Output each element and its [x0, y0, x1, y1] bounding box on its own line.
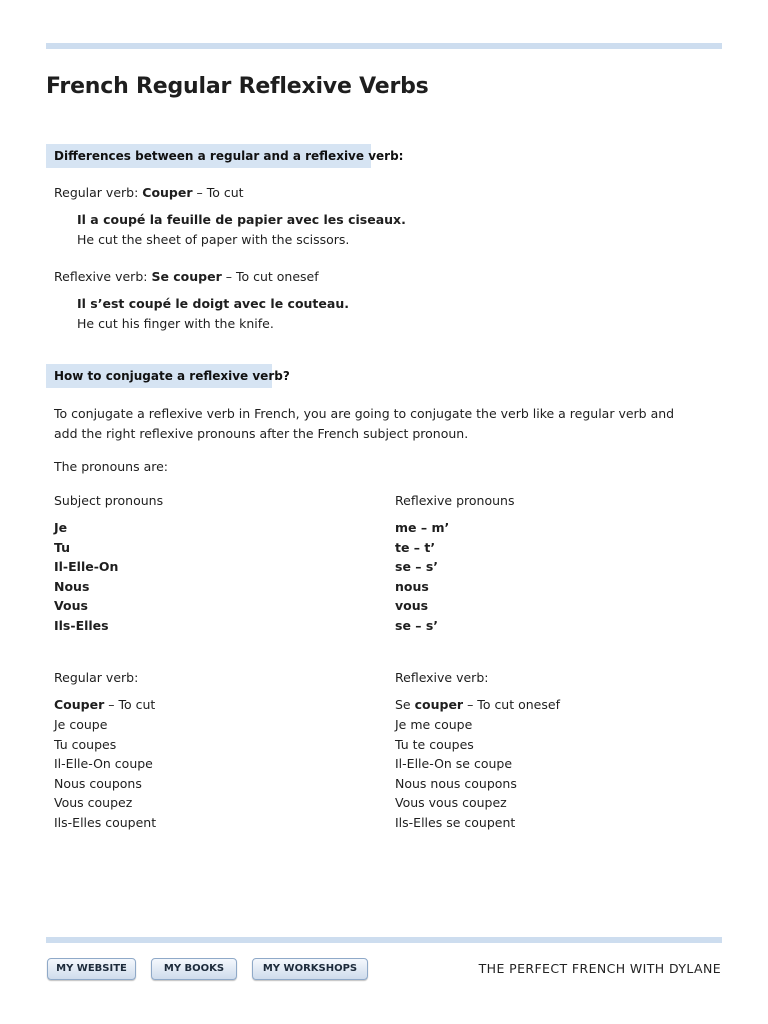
reflexive-conjugation-list	[395, 715, 517, 832]
reflexive-verb-line	[54, 268, 319, 286]
reflexive-example-french: Il s’est coupé le doigt avec le couteau.	[77, 296, 349, 311]
bottom-divider	[46, 937, 722, 943]
regular-verb-prefix: Regular verb:	[54, 185, 143, 200]
regular-conjugation-row: Il-Elle-On coupe	[54, 756, 153, 771]
subject-pronoun: Je	[54, 520, 68, 535]
regular-verb-header: Regular verb:	[54, 670, 139, 685]
reflexive-conjugation-row: Ils-Elles se coupent	[395, 814, 516, 830]
reflexive-pronoun: se – s’	[395, 617, 439, 633]
reflexive-example-english: He cut his finger with the knife.	[77, 316, 274, 331]
reflexive-infinitive	[395, 696, 560, 714]
section-heading-how-to-conjugate: How to conjugate a reflexive verb?	[46, 364, 272, 388]
reflexive-infinitive-pronoun: Se	[395, 697, 415, 712]
reflexive-pronoun: se – s’	[395, 559, 439, 574]
subject-pronoun: Nous	[54, 578, 90, 594]
reflexive-infinitive-meaning: – To cut onesef	[463, 697, 560, 712]
reflexive-pronoun: me – m’	[395, 520, 450, 535]
pronouns-intro: The pronouns are:	[54, 459, 168, 474]
reflexive-pronoun: vous	[395, 598, 429, 613]
reflexive-verb-header: Reflexive verb:	[395, 670, 489, 685]
intro-paragraph: To conjugate a reflexive verb in French, you are going to conjugate the verb like a regular verb and add the right reflexive pronouns after the French subject pronoun.	[54, 406, 675, 441]
regular-verb-name: Couper	[142, 185, 193, 200]
regular-infinitive-meaning: – To cut	[104, 697, 156, 712]
reflexive-verb-meaning: – To cut onesef	[221, 269, 319, 284]
reflexive-pronoun: nous	[395, 578, 429, 594]
reflexive-infinitive-verb: couper	[414, 697, 464, 712]
regular-conjugation-row: Ils-Elles coupent	[54, 814, 157, 830]
subject-pronoun: Ils-Elles	[54, 617, 109, 633]
regular-conjugation-row: Nous coupons	[54, 775, 142, 791]
regular-conjugation-row: Vous coupez	[54, 795, 133, 810]
regular-infinitive-verb: Couper	[54, 697, 105, 712]
reflexive-pronoun: te – t’	[395, 539, 436, 555]
reflexive-pronouns-header: Reflexive pronouns	[395, 493, 515, 508]
reflexive-conjugation-row: Il-Elle-On se coupe	[395, 756, 513, 771]
regular-example-french: Il a coupé la feuille de papier avec les ciseaux.	[77, 212, 406, 227]
regular-verb-meaning: – To cut	[192, 185, 244, 200]
top-divider	[46, 43, 722, 49]
reflexive-conjugation-row: Vous vous coupez	[395, 795, 507, 810]
subject-pronouns-header: Subject pronouns	[54, 493, 164, 508]
reflexive-conjugation-row: Tu te coupes	[395, 736, 474, 752]
subject-pronoun-list	[54, 518, 118, 635]
subject-pronoun: Il-Elle-On	[54, 559, 119, 574]
section-heading-differences: Differences between a regular and a reflexive verb:	[46, 144, 371, 168]
reflexive-conjugation-row: Nous nous coupons	[395, 775, 517, 791]
regular-example-english: He cut the sheet of paper with the scissors.	[77, 232, 350, 247]
page-title: French Regular Reflexive Verbs	[46, 74, 429, 99]
brand-name: THE PERFECT FRENCH WITH DYLANE	[478, 961, 721, 976]
my-workshops-button[interactable]: MY WORKSHOPS	[252, 958, 368, 980]
my-books-button[interactable]: MY BOOKS	[151, 958, 237, 980]
subject-pronoun: Tu	[54, 539, 71, 555]
regular-conjugation-row: Tu coupes	[54, 736, 117, 752]
reflexive-conjugation-row: Je me coupe	[395, 717, 473, 732]
regular-conjugation-row: Je coupe	[54, 717, 108, 732]
my-website-button[interactable]: MY WEBSITE	[47, 958, 136, 980]
subject-pronoun: Vous	[54, 598, 88, 613]
reflexive-verb-prefix: Reflexive verb:	[54, 269, 152, 284]
regular-infinitive	[54, 696, 155, 714]
regular-conjugation-list	[54, 715, 156, 832]
reflexive-verb-name: Se couper	[151, 269, 222, 284]
regular-verb-line	[54, 184, 244, 202]
reflexive-pronoun-list	[395, 518, 449, 635]
